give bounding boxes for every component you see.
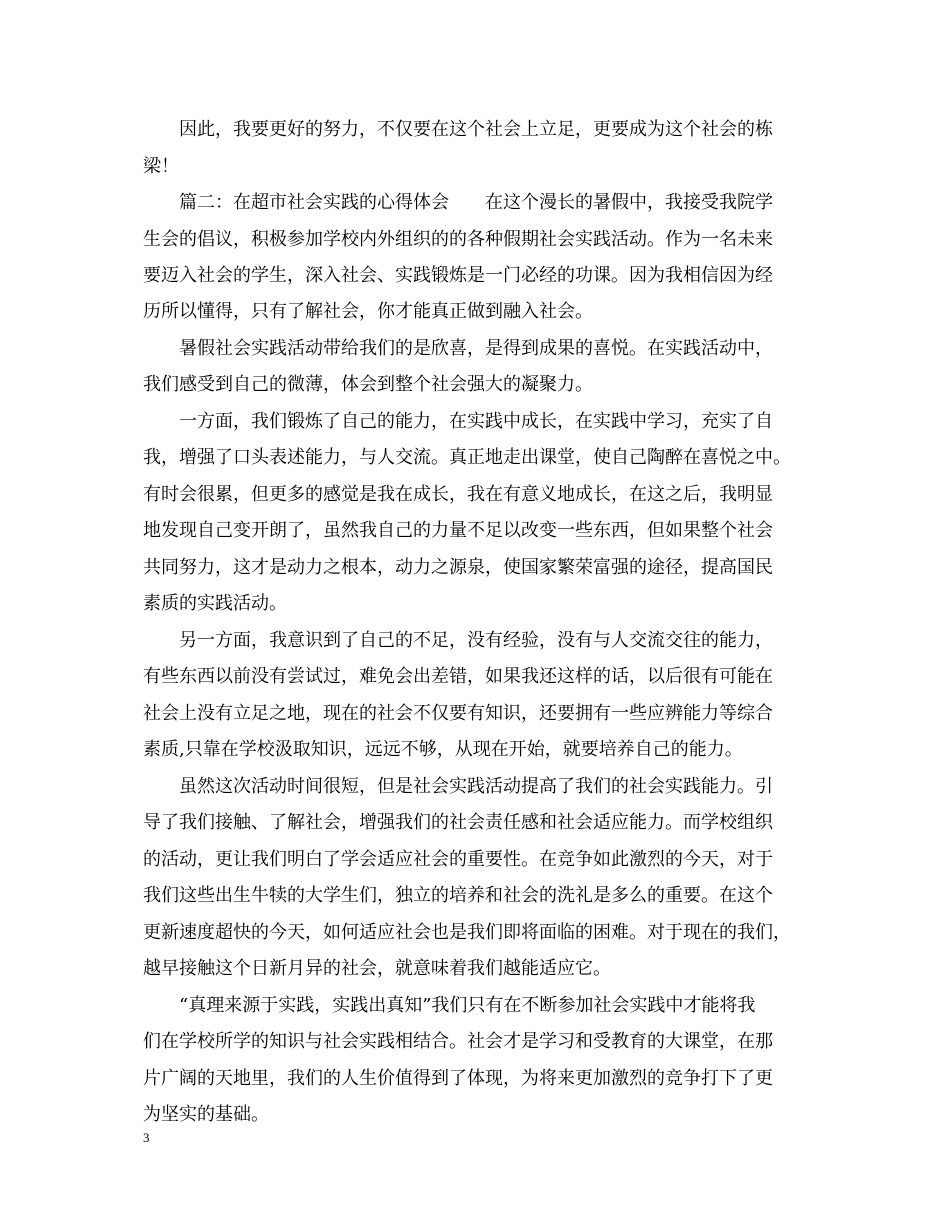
text-line: 们在学校所学的知识与社会实践相结合。社会才是学习和受教育的大课堂，在那 (143, 1031, 773, 1052)
section-heading: 篇二：在超市社会实践的心得体会 (179, 192, 449, 213)
text-line: 一方面，我们锻炼了自己的能力，在实践中成长，在实践中学习，充实了自 (179, 411, 773, 432)
text-line: 在这个漫长的暑假中，我接受我院学 (485, 192, 773, 213)
text-line: 要迈入社会的学生，深入社会、实践锻炼是一门必经的功课。因为我相信因为经 (143, 265, 773, 286)
text-line: 片广阔的天地里，我们的人生价值得到了体现，为将来更加激烈的竞争打下了更 (143, 1068, 773, 1089)
text-line: 暑假社会实践活动带给我们的是欣喜，是得到成果的喜悦。在实践活动中， (179, 338, 773, 359)
text-line: 为坚实的基础。 (143, 1104, 269, 1125)
text-line: 素质的实践活动。 (143, 593, 287, 614)
text-line: 的活动，更让我们明白了学会适应社会的重要性。在竞争如此激烈的今天，对于 (143, 849, 773, 870)
text-line: 地发现自己变开朗了，虽然我自己的力量不足以改变一些东西，但如果整个社会 (143, 520, 773, 541)
text-line: 虽然这次活动时间很短，但是社会实践活动提高了我们的社会实践能力。引 (179, 776, 773, 797)
text-line: 有时会很累，但更多的感觉是我在成长，我在有意义地成长，在这之后，我明显 (143, 484, 773, 505)
text-line: 社会上没有立足之地，现在的社会不仅要有知识，还要拥有一些应辨能力等综合 (143, 703, 773, 724)
text-line: 越早接触这个日新月异的社会，就意味着我们越能适应它。 (143, 958, 611, 979)
text-line: 导了我们接触、了解社会，增强我们的社会责任感和社会适应能力。而学校组织 (143, 812, 773, 833)
text-line: 共同努力，这才是动力之根本，动力之源泉，使国家繁荣富强的途径，提高国民 (143, 557, 773, 578)
text-line: 梁！ (143, 156, 179, 177)
text-line: 有些东西以前没有尝试过，难免会出差错，如果我还这样的话，以后很有可能在 (143, 666, 773, 687)
page-number: 3 (143, 1130, 150, 1145)
text-line: 我们这些出生牛犊的大学生们，独立的培养和社会的洗礼是多么的重要。在这个 (143, 885, 773, 906)
text-line: 生会的倡议，积极参加学校内外组织的的各种假期社会实践活动。作为一名未来 (143, 229, 773, 250)
text-line: 素质,只靠在学校汲取知识，远远不够，从现在开始，就要培养自己的能力。 (143, 739, 743, 760)
text-line: 我，增强了口头表述能力，与人交流。真正地走出课堂，使自己陶醉在喜悦之中。 (143, 447, 791, 468)
text-line: 历所以懂得，只有了解社会，你才能真正做到融入社会。 (143, 301, 593, 322)
text-line: “真理来源于实践，实践出真知”我们只有在不断参加社会实践中才能将我 (179, 995, 756, 1016)
section-heading-line (179, 191, 833, 215)
text-line: 另一方面，我意识到了自己的不足，没有经验，没有与人交流交往的能力， (179, 630, 773, 651)
text-line: 因此，我要更好的努力，不仅要在这个社会上立足，更要成为这个社会的栋 (179, 119, 773, 140)
text-line: 我们感受到自己的微薄，体会到整个社会强大的凝聚力。 (143, 374, 593, 395)
text-line: 更新速度超快的今天，如何适应社会也是我们即将面临的困难。对于现在的我们， (143, 922, 791, 943)
